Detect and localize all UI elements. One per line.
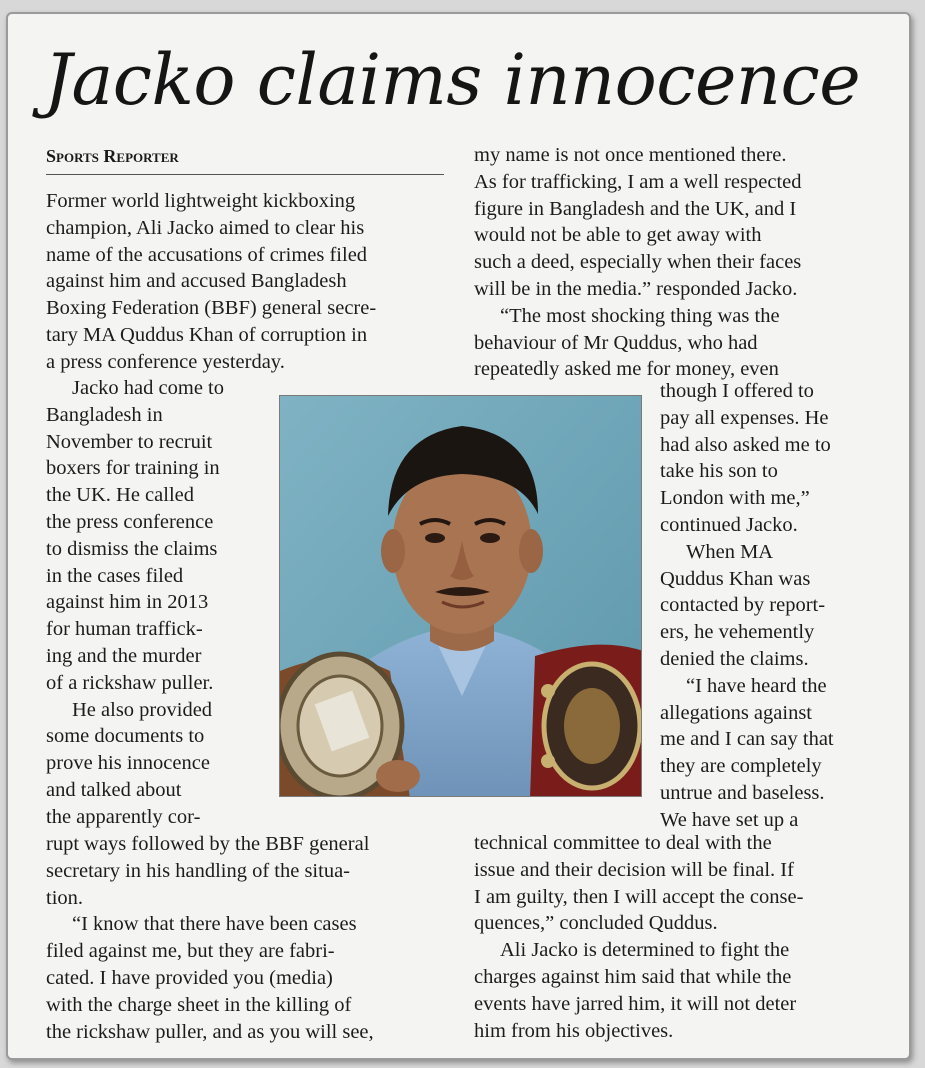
photo-illustration — [280, 396, 642, 797]
text-line: some documents to — [46, 725, 205, 748]
text-line: a press conference yesterday. — [46, 350, 285, 373]
text-line: filed against me, but they are fabri- — [46, 940, 335, 963]
text-line: name of the accusations of crimes filed — [46, 243, 368, 266]
text-line: me and I can say that — [660, 728, 834, 751]
text-line: Bangladesh in — [46, 403, 163, 426]
text-line: We have set up a — [660, 808, 799, 831]
text-line: I am guilty, then I will accept the conse- — [474, 885, 804, 908]
text-line: of a rickshaw puller. — [46, 671, 214, 694]
col1-intro — [46, 188, 376, 376]
text-line: allegations against — [660, 701, 812, 724]
article-photo — [279, 395, 642, 797]
text-line: quences,” concluded Quddus. — [474, 912, 718, 935]
text-line: issue and their decision will be final. If — [474, 858, 794, 881]
text-line: they are completely — [660, 755, 822, 778]
text-line: and talked about — [46, 778, 182, 801]
headline: Jacko claims innocence — [44, 39, 861, 121]
col2-top — [474, 142, 802, 383]
text-line: As for trafficking, I am a well respected — [474, 170, 802, 193]
text-line: the apparently cor- — [46, 805, 201, 828]
text-line: would not be able to get away with — [474, 224, 762, 247]
byline: Sports Reporter — [46, 146, 179, 166]
text-line: the press conference — [46, 510, 214, 533]
championship-belt-right — [530, 645, 642, 797]
text-line: secretary in his handling of the situa- — [46, 859, 350, 882]
text-line: boxers for training in — [46, 457, 220, 480]
text-line: ing and the murder — [46, 644, 202, 667]
text-line: prove his innocence — [46, 752, 210, 775]
text-line: contacted by report- — [660, 594, 826, 617]
text-line: in the cases filed — [46, 564, 184, 587]
text-line: champion, Ali Jacko aimed to clear his — [46, 216, 365, 239]
text-line: to dismiss the claims — [46, 537, 218, 560]
text-line: “The most shocking thing was the — [500, 304, 780, 327]
text-line: “I know that there have been cases — [72, 913, 357, 936]
text-line: continued Jacko. — [660, 513, 798, 536]
text-line: tary MA Quddus Khan of corruption in — [46, 323, 368, 346]
text-line: November to recruit — [46, 430, 213, 453]
text-line: charges against him said that while the — [474, 965, 792, 988]
col1-bottom — [46, 831, 374, 1045]
text-line: pay all expenses. He — [660, 406, 829, 429]
col2-wrap — [660, 378, 834, 834]
text-line: tion. — [46, 886, 84, 909]
text-line: him from his objectives. — [474, 1019, 674, 1042]
text-line: cated. I have provided you (media) — [46, 966, 333, 989]
text-line: the UK. He called — [46, 484, 194, 507]
text-line: He also provided — [72, 698, 213, 721]
text-line: such a deed, especially when their faces — [474, 251, 802, 274]
text-line: Quddus Khan was — [660, 567, 811, 590]
text-line: rupt ways followed by the BBF general — [46, 833, 370, 855]
text-line: behaviour of Mr Quddus, who had — [474, 331, 758, 354]
text-line: technical committee to deal with the — [474, 832, 772, 854]
text-line: events have jarred him, it will not deter — [474, 992, 797, 1015]
text-line: though I offered to — [660, 380, 814, 402]
text-line: will be in the media.” responded Jacko. — [474, 277, 798, 300]
text-line: figure in Bangladesh and the UK, and I — [474, 197, 797, 220]
text-line: Boxing Federation (BBF) general secre- — [46, 297, 377, 320]
text-line: Former world lightweight kickboxing — [46, 190, 356, 212]
text-line: Jacko had come to — [72, 377, 224, 399]
text-line: against him in 2013 — [46, 591, 209, 614]
text-line: London with me,” — [660, 487, 810, 510]
col2-bottom — [474, 830, 803, 1044]
text-line: denied the claims. — [660, 647, 809, 670]
text-line: my name is not once mentioned there. — [474, 144, 787, 166]
text-line: take his son to — [660, 460, 778, 483]
text-line: When MA — [686, 540, 774, 563]
text-line: had also asked me to — [660, 433, 831, 456]
text-line: the rickshaw puller, and as you will see, — [46, 1020, 374, 1043]
text-line: ers, he vehemently — [660, 621, 815, 644]
text-line: against him and accused Bangladesh — [46, 270, 347, 293]
text-line: for human traffick- — [46, 618, 203, 641]
byline-rule — [46, 174, 444, 175]
col1-wrap — [46, 375, 224, 831]
text-line: “I have heard the — [686, 674, 827, 697]
text-line: repeatedly asked me for money, even — [474, 358, 779, 381]
text-line: Ali Jacko is determined to fight the — [500, 939, 790, 962]
text-line: with the charge sheet in the killing of — [46, 993, 352, 1016]
text-line: untrue and baseless. — [660, 781, 825, 804]
